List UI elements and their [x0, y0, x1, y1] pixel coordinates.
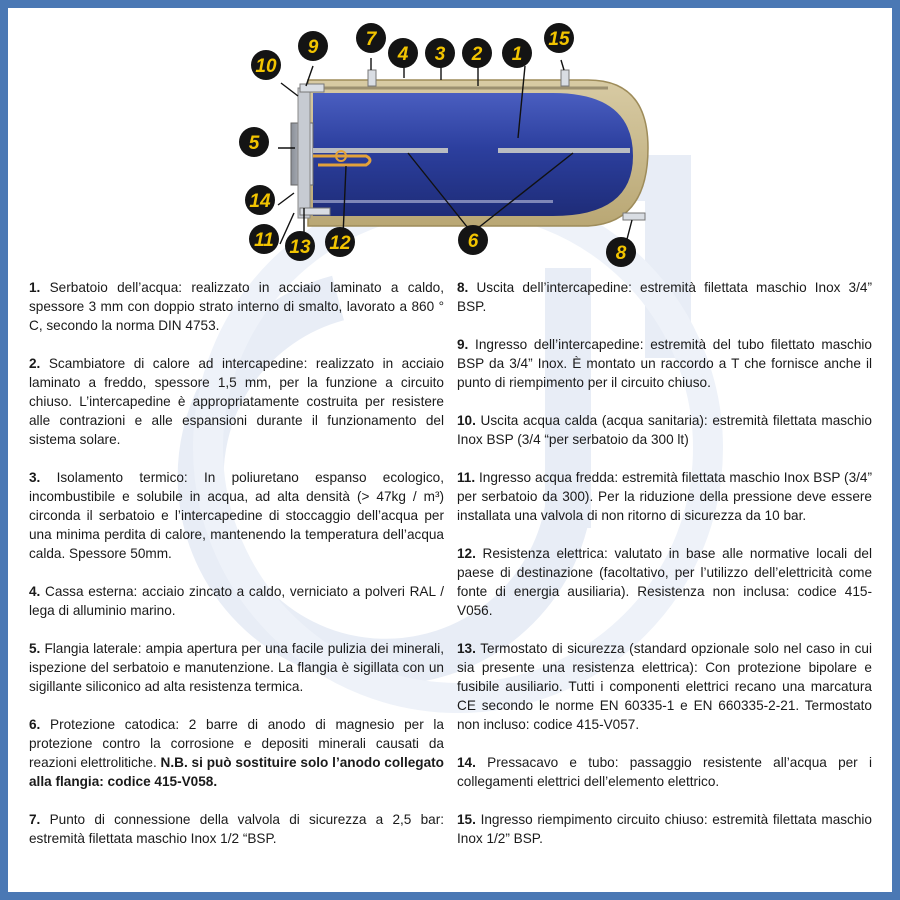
- callout-2: [462, 38, 492, 68]
- svg-text:6: 6: [467, 231, 479, 252]
- callout-4: [388, 38, 418, 68]
- callout-6: [458, 225, 488, 255]
- svg-text:2: 2: [471, 44, 483, 65]
- page: [8, 8, 892, 892]
- callout-8: [606, 237, 636, 267]
- legend-item-4: 4. Cassa esterna: acciaio zincato a caldo, verniciato a polveri RAL / lega di alluminio marino.: [29, 584, 444, 618]
- legend-item-6: 6. Protezione catodica: 2 barre di anodo di magnesio per la protezione contro la corrosione e depositi minerali causati da reazioni elettrolitiche. N.B. si può sostituire solo l’anodo collegato alla flangia: codice 415-V058.: [29, 717, 444, 789]
- legend-item-1: 1. Serbatoio dell’acqua: realizzato in acciaio laminato a caldo, spessore 3 mm con doppio strato interno di smalto, lavorato a 860 ° C, secondo la norma DIN 4753.: [29, 280, 444, 333]
- legend-item-14: 14. Pressacavo e tubo: passaggio resistente all’acqua per i collegamenti elettrici dell’elemento elettrico.: [457, 755, 872, 789]
- svg-text:9: 9: [307, 37, 319, 58]
- legend-item-7: 7. Punto di connessione della valvola di sicurezza a 2,5 bar: estremità filettata maschio Inox 1/2 “BSP.: [29, 812, 444, 846]
- callout-7: [356, 23, 386, 53]
- callout-13: [285, 231, 315, 261]
- svg-text:12: 12: [329, 233, 351, 254]
- svg-text:15: 15: [548, 29, 570, 50]
- legend-right-column: [457, 278, 872, 867]
- callout-3: [425, 38, 455, 68]
- legend-item-9: 9. Ingresso dell’intercapedine: estremità del tubo filettato maschio BSP da 3/4” Inox. È montato un raccordo a T che fornisce anche il punto di riempimento per il circuito chiuso.: [457, 337, 872, 390]
- legend-left-column: [29, 278, 444, 867]
- callout-1: [502, 38, 532, 68]
- legend-item-3: 3. Isolamento termico: In poliuretano espanso ecologico, incombustibile e solubile in acqua, ad alta densità (> 47kg / m³) circonda il serbatoio e l’intercapedine di stoccaggio dell’acqua per una minima perdita di calore, mantenendo la temperatura dell’acqua calda. Spessore 50mm.: [29, 470, 444, 561]
- legend-item-8: 8. Uscita dell’intercapedine: estremità filettata maschio Inox 3/4” BSP.: [457, 280, 872, 314]
- svg-text:14: 14: [249, 191, 271, 212]
- svg-text:11: 11: [254, 230, 274, 251]
- legend-item-13: 13. Termostato di sicurezza (standard opzionale solo nel caso in cui sia presente una resistenza elettrica): Con protezione bipolare e fusibile ausiliario. Tutti i componenti elettrici recano una marcatura CE secondo le norme EN 60335-1 e EN 660335-2-21. Termostato non incluso: codice 415-V057.: [457, 641, 872, 732]
- legend-item-15: 15. Ingresso riempimento circuito chiuso: estremità filettata maschio Inox 1/2” BSP.: [457, 812, 872, 846]
- svg-text:3: 3: [434, 44, 446, 65]
- callout-14: [245, 185, 275, 215]
- svg-text:10: 10: [255, 56, 277, 77]
- svg-text:5: 5: [248, 133, 260, 154]
- callout-12: [325, 227, 355, 257]
- callout-11: [249, 224, 279, 254]
- callout-5: [239, 127, 269, 157]
- callout-10: [251, 50, 281, 80]
- callout-15: [544, 23, 574, 53]
- svg-text:8: 8: [615, 243, 627, 264]
- svg-text:4: 4: [397, 44, 409, 65]
- legend-item-11: 11. Ingresso acqua fredda: estremità filettata maschio Inox BSP (3/4” per serbatoio da 300). Per la riduzione della pressione deve essere installata una valvola di non ritorno di sicurezza da 10 bar.: [457, 470, 872, 523]
- svg-text:1: 1: [511, 44, 523, 65]
- legend-item-10: 10. Uscita acqua calda (acqua sanitaria): estremità filettata maschio Inox BSP (3/4 “per serbatoio da 300 lt): [457, 413, 872, 447]
- legend-item-12: 12. Resistenza elettrica: valutato in base alle normative locali del paese di destinazione (facoltativo, per l’utilizzo dell’elettricità come fonte di energia ausiliaria). Resistenza non inclusa: codice 415-V056.: [457, 546, 872, 618]
- svg-text:7: 7: [365, 29, 377, 50]
- callout-9: [298, 31, 328, 61]
- svg-text:13: 13: [289, 237, 311, 258]
- legend-item-2: 2. Scambiatore di calore ad intercapedine: realizzato in acciaio laminato a freddo, spessore 1,5 mm, per la funzione a circuito chiuso. L’intercapedine è appropriatamente costruita per resistere alle contrazioni e alle espansioni durante il funzionamento del sistema solare.: [29, 356, 444, 447]
- legend-item-5: 5. Flangia laterale: ampia apertura per una facile pulizia dei minerali, ispezione del serbatoio e manutenzione. La flangia è sigillata con un sigillante siliconico ad alta resistenza termica.: [29, 641, 444, 694]
- callout-layer: [8, 8, 892, 273]
